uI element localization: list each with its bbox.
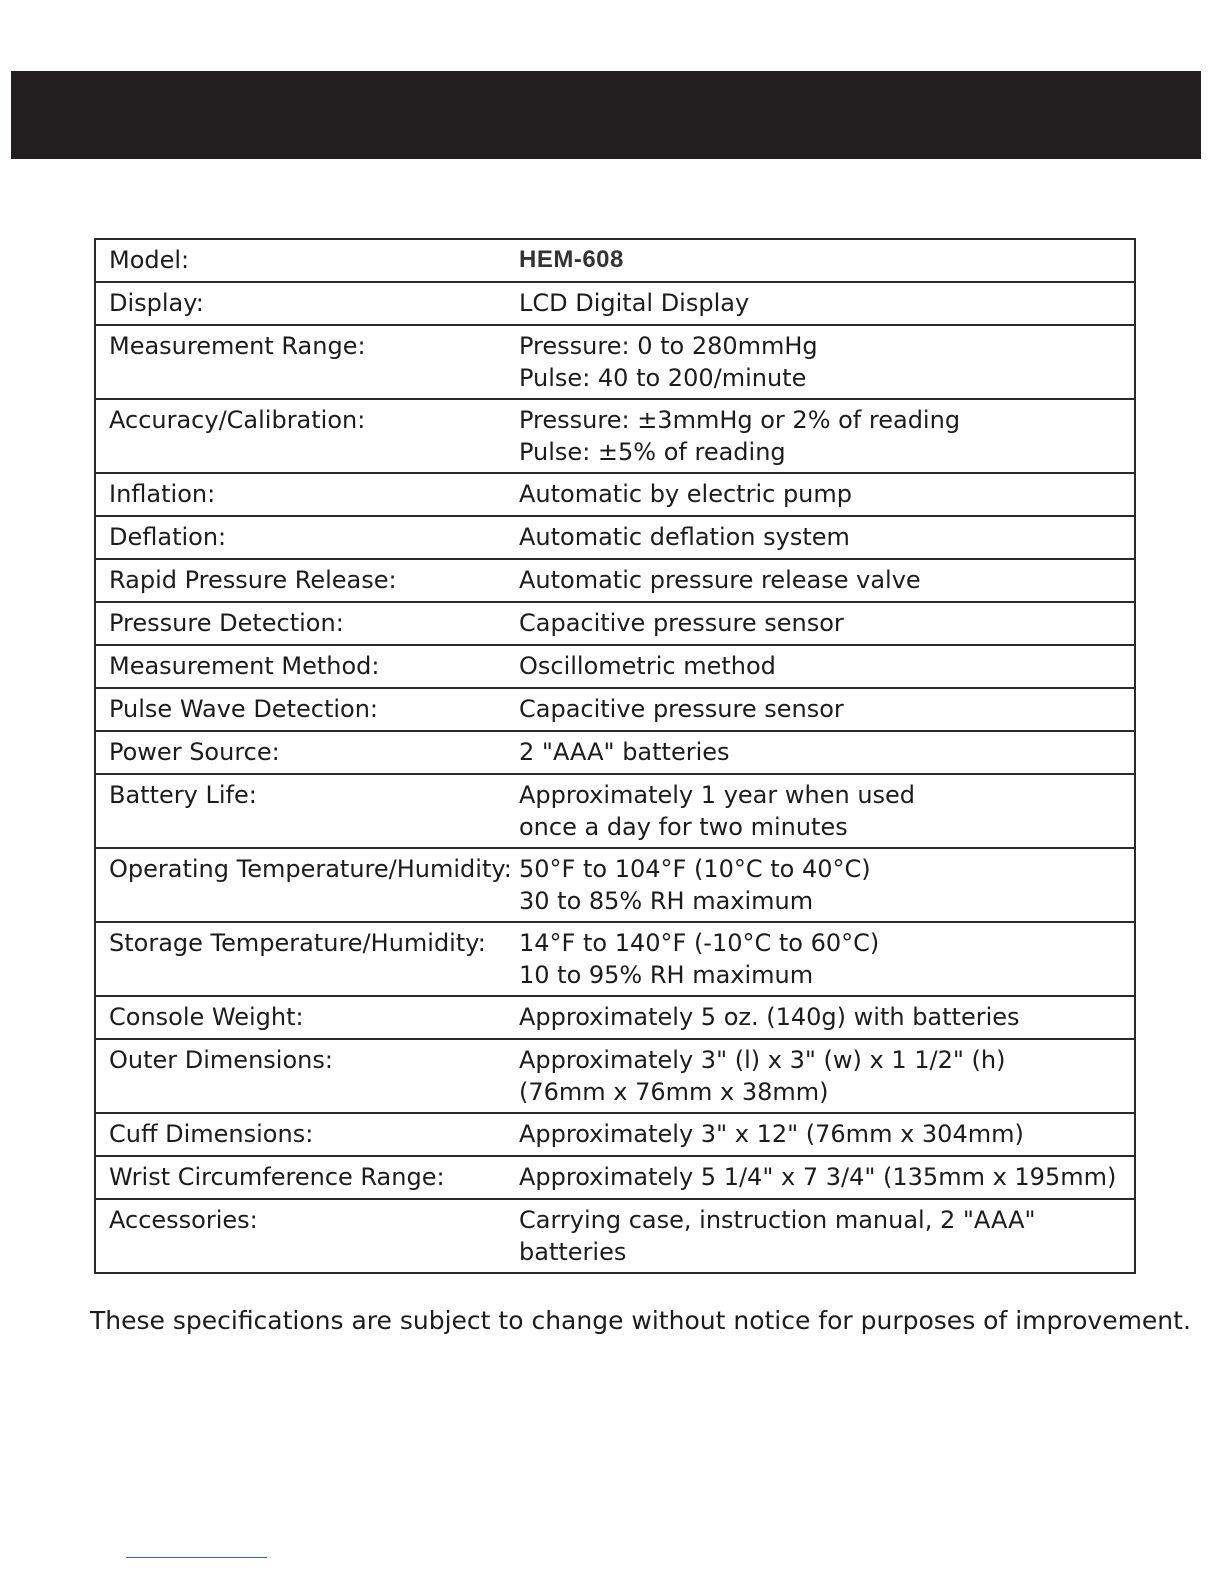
spec-value-line: Capacitive pressure sensor xyxy=(519,695,844,723)
spec-value xyxy=(515,1039,1135,1113)
spec-label: Inflation: xyxy=(95,473,515,516)
spec-value xyxy=(515,1199,1135,1273)
spec-label: Cuff Dimensions: xyxy=(95,1113,515,1156)
spec-label: Wrist Circumference Range: xyxy=(95,1156,515,1199)
spec-value xyxy=(515,516,1135,559)
spec-label: Accuracy/Calibration: xyxy=(95,399,515,473)
spec-value-line: Approximately 3" (l) x 3" (w) x 1 1/2" (h) xyxy=(519,1046,1006,1074)
spec-label: Display: xyxy=(95,282,515,325)
specifications-footnote: These specifications are subject to change without notice for purposes of improvement. xyxy=(90,1306,1191,1335)
spec-label: Accessories: xyxy=(95,1199,515,1273)
spec-value-line: Approximately 3" x 12" (76mm x 304mm) xyxy=(519,1120,1024,1148)
spec-value xyxy=(515,731,1135,774)
spec-row xyxy=(95,516,1135,559)
spec-value-line: Carrying case, instruction manual, 2 "AAA" batteries xyxy=(519,1206,1036,1266)
model-number: HEM-608 xyxy=(519,246,624,273)
spec-value-line: Approximately 5 oz. (140g) with batteries xyxy=(519,1003,1020,1031)
spec-value-line: 10 to 95% RH maximum xyxy=(519,961,814,989)
spec-value-line: Oscillometric method xyxy=(519,652,776,680)
spec-value xyxy=(515,1113,1135,1156)
spec-label: Rapid Pressure Release: xyxy=(95,559,515,602)
spec-row xyxy=(95,1199,1135,1273)
spec-value xyxy=(515,1156,1135,1199)
spec-value-line: (76mm x 76mm x 38mm) xyxy=(519,1078,829,1106)
spec-row xyxy=(95,239,1135,282)
spec-row xyxy=(95,473,1135,516)
spec-row xyxy=(95,848,1135,922)
spec-label: Operating Temperature/Humidity: xyxy=(95,848,515,922)
spec-row xyxy=(95,559,1135,602)
header-bar xyxy=(11,71,1201,159)
spec-row xyxy=(95,996,1135,1039)
spec-value xyxy=(515,239,1135,282)
spec-value-line: 14°F to 140°F (-10°C to 60°C) xyxy=(519,929,880,957)
spec-value xyxy=(515,282,1135,325)
spec-label: Console Weight: xyxy=(95,996,515,1039)
spec-value-line: 50°F to 104°F (10°C to 40°C) xyxy=(519,855,871,883)
page-rule xyxy=(126,1557,267,1558)
spec-value-line: 30 to 85% RH maximum xyxy=(519,887,814,915)
spec-label: Power Source: xyxy=(95,731,515,774)
spec-value xyxy=(515,325,1135,399)
spec-row xyxy=(95,1039,1135,1113)
spec-value xyxy=(515,399,1135,473)
spec-row xyxy=(95,399,1135,473)
spec-label: Model: xyxy=(95,239,515,282)
spec-label: Battery Life: xyxy=(95,774,515,848)
spec-row xyxy=(95,282,1135,325)
spec-value-line: once a day for two minutes xyxy=(519,813,848,841)
spec-value-line: 2 "AAA" batteries xyxy=(519,738,730,766)
spec-row xyxy=(95,774,1135,848)
spec-label: Pressure Detection: xyxy=(95,602,515,645)
spec-value-line: Pulse: ±5% of reading xyxy=(519,438,786,466)
spec-value xyxy=(515,645,1135,688)
spec-value xyxy=(515,473,1135,516)
specifications-table xyxy=(94,238,1136,1274)
spec-value xyxy=(515,559,1135,602)
spec-value-line: Pressure: ±3mmHg or 2% of reading xyxy=(519,406,961,434)
spec-row xyxy=(95,645,1135,688)
spec-value xyxy=(515,688,1135,731)
spec-value-line: Automatic by electric pump xyxy=(519,480,852,508)
spec-row xyxy=(95,1156,1135,1199)
spec-label: Deflation: xyxy=(95,516,515,559)
spec-row xyxy=(95,688,1135,731)
spec-label: Measurement Method: xyxy=(95,645,515,688)
spec-row xyxy=(95,1113,1135,1156)
spec-value xyxy=(515,774,1135,848)
spec-value xyxy=(515,602,1135,645)
spec-value-line: Automatic deflation system xyxy=(519,523,850,551)
spec-value-line: Approximately 5 1/4" x 7 3/4" (135mm x 195mm) xyxy=(519,1163,1117,1191)
spec-value-line: LCD Digital Display xyxy=(519,289,750,317)
spec-value xyxy=(515,996,1135,1039)
spec-label: Pulse Wave Detection: xyxy=(95,688,515,731)
specifications-table-body xyxy=(95,239,1135,1273)
spec-row xyxy=(95,731,1135,774)
spec-value-line: Capacitive pressure sensor xyxy=(519,609,844,637)
spec-row xyxy=(95,922,1135,996)
spec-value-line: Pressure: 0 to 280mmHg xyxy=(519,332,818,360)
spec-value xyxy=(515,848,1135,922)
spec-row xyxy=(95,602,1135,645)
spec-value-line: Pulse: 40 to 200/minute xyxy=(519,364,807,392)
spec-row xyxy=(95,325,1135,399)
spec-value-line: Approximately 1 year when used xyxy=(519,781,916,809)
spec-label: Measurement Range: xyxy=(95,325,515,399)
spec-value xyxy=(515,922,1135,996)
spec-label: Outer Dimensions: xyxy=(95,1039,515,1113)
spec-value-line: Automatic pressure release valve xyxy=(519,566,921,594)
spec-label: Storage Temperature/Humidity: xyxy=(95,922,515,996)
